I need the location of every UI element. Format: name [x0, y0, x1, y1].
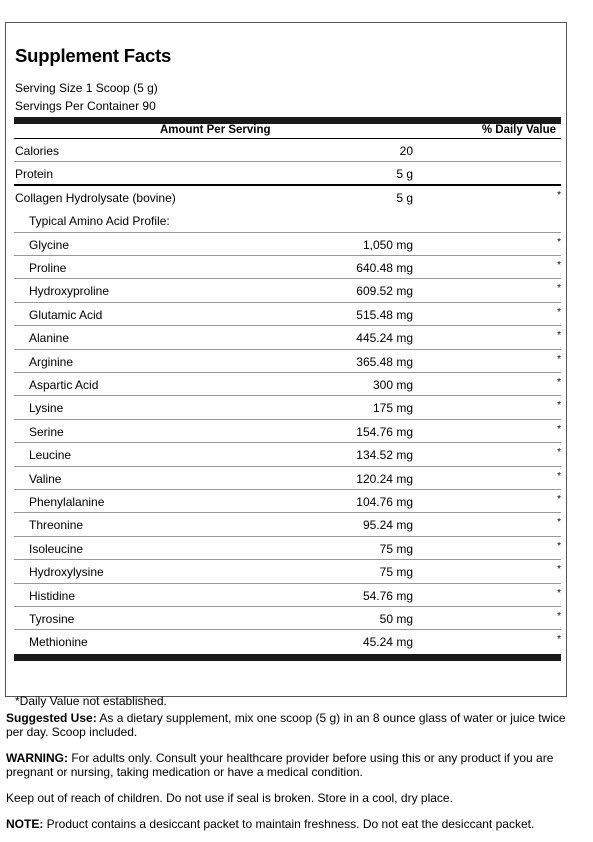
nutrient-name: Methionine — [29, 635, 88, 650]
warning-text: For adults only. Consult your healthcare provider before using this or any product if you are pregnant or nursing, taking medication or have a medical condition. — [6, 751, 554, 779]
nutrient-row — [14, 443, 561, 466]
daily-value-mark: * — [557, 400, 561, 412]
nutrient-name: Glutamic Acid — [29, 307, 103, 322]
daily-value-mark: * — [557, 470, 561, 482]
nutrient-name: Protein — [15, 167, 54, 182]
note-label: NOTE: — [6, 817, 44, 831]
servings-per-container: Servings Per Container 90 — [15, 99, 156, 113]
daily-value-mark: * — [557, 377, 561, 388]
nutrient-name: Glycine — [29, 237, 70, 252]
nutrient-name: Hydroxylysine — [29, 565, 104, 580]
bottom-thick-divider — [14, 654, 561, 661]
nutrient-name: Proline — [29, 261, 67, 275]
nutrient-row — [14, 186, 561, 209]
nutrient-amount: 5 g — [396, 190, 413, 205]
nutrient-row — [14, 326, 561, 349]
note-paragraph — [6, 817, 580, 831]
nutrient-row — [14, 303, 561, 326]
nutrient-name: Leucine — [29, 448, 72, 463]
warning-paragraph — [6, 751, 580, 779]
storage-paragraph: Keep out of reach of children. Do not use if seal is broken. Store in a cool, dry place. — [6, 791, 453, 805]
nutrient-amount: 45.24 mg — [362, 635, 413, 650]
nutrient-row — [14, 162, 561, 185]
nutrient-name: Collagen Hydrolysate (bovine) — [15, 190, 176, 205]
nutrient-name: Arginine — [29, 354, 74, 369]
daily-value-header: % Daily Value — [481, 124, 556, 136]
daily-value-mark: * — [557, 447, 561, 459]
daily-value-mark: * — [557, 587, 561, 599]
nutrient-amount: 75 mg — [379, 541, 413, 556]
suggested-use-paragraph — [6, 711, 580, 739]
daily-value-mark: * — [557, 634, 561, 646]
nutrient-amount: 365.48 mg — [356, 354, 413, 369]
nutrient-row — [14, 256, 561, 279]
nutrient-amount: 54.76 mg — [362, 588, 413, 603]
daily-value-mark: * — [557, 353, 561, 365]
nutrient-name: Hydroxyproline — [29, 284, 110, 299]
nutrient-row — [14, 584, 561, 607]
nutrient-row — [14, 513, 561, 536]
nutrient-row — [14, 420, 561, 443]
nutrient-amount: 154.76 mg — [356, 424, 413, 439]
nutrient-amount: 640.48 mg — [356, 261, 413, 275]
nutrient-name: Calories — [15, 144, 60, 158]
daily-value-mark: * — [557, 494, 561, 505]
nutrient-amount: 134.52 mg — [356, 448, 413, 463]
nutrient-amount: 175 mg — [372, 401, 413, 416]
note-text: Product contains a desiccant packet to maintain freshness. Do not eat the desiccant packet. — [43, 817, 535, 831]
nutrient-amount: 609.52 mg — [356, 284, 413, 299]
amount-per-serving-header: Amount Per Serving — [160, 124, 271, 136]
nutrient-row — [14, 607, 561, 630]
daily-value-mark: * — [557, 330, 561, 342]
nutrient-row — [14, 630, 561, 653]
nutrient-amount: 5 g — [396, 167, 413, 182]
nutrient-name: Threonine — [29, 518, 84, 533]
suggested-use-label: Suggested Use: — [6, 711, 97, 725]
nutrient-name: Alanine — [29, 331, 70, 346]
nutrient-row — [14, 467, 561, 490]
nutrient-row — [14, 373, 561, 396]
nutrient-name: Aspartic Acid — [29, 378, 99, 392]
nutrient-name: Histidine — [29, 588, 76, 603]
nutrient-name: Serine — [29, 424, 64, 439]
warning-label: WARNING: — [6, 751, 68, 765]
nutrient-name: Phenylalanine — [29, 495, 105, 509]
nutrient-row — [14, 396, 561, 419]
nutrient-row — [14, 350, 561, 373]
nutrient-row — [14, 560, 561, 583]
daily-value-mark: * — [557, 236, 561, 248]
nutrient-amount: 50 mg — [379, 612, 413, 626]
footnote: *Daily Value not established. — [15, 694, 167, 708]
daily-value-mark: * — [557, 517, 561, 529]
nutrient-row — [14, 279, 561, 302]
nutrient-name: Valine — [29, 471, 62, 486]
nutrient-name: Lysine — [29, 401, 64, 416]
suggested-use-text: As a dietary supplement, mix one scoop (5 g) in an 8 ounce glass of water or juice twice per day. Scoop included. — [6, 711, 566, 739]
nutrient-row — [14, 139, 561, 162]
daily-value-mark: * — [557, 283, 561, 295]
nutrient-amount: 1,050 mg — [362, 237, 413, 252]
nutrient-row — [14, 537, 561, 560]
daily-value-mark: * — [557, 260, 561, 271]
nutrient-name: Tyrosine — [29, 612, 75, 626]
facts-title: Supplement Facts — [15, 45, 172, 66]
daily-value-mark: * — [557, 611, 561, 622]
nutrient-name: Isoleucine — [29, 541, 84, 556]
nutrient-amount: 95.24 mg — [362, 518, 413, 533]
nutrient-row — [14, 233, 561, 256]
nutrient-amount: 75 mg — [379, 565, 413, 580]
amino-profile-label: Typical Amino Acid Profile: — [29, 214, 170, 229]
nutrient-amount: 515.48 mg — [356, 307, 413, 322]
nutrient-amount: 20 — [399, 144, 413, 158]
supplement-facts-panel — [5, 22, 567, 708]
daily-value-mark: * — [557, 564, 561, 576]
daily-value-mark: * — [557, 540, 561, 552]
top-thick-divider — [14, 117, 561, 124]
nutrient-row — [14, 490, 561, 513]
daily-value-mark: * — [557, 306, 561, 318]
nutrient-amount: 300 mg — [372, 378, 413, 392]
nutrient-amount: 445.24 mg — [356, 331, 413, 346]
nutrient-amount: 104.76 mg — [356, 495, 413, 509]
amino-profile-row — [14, 209, 561, 232]
serving-size: Serving Size 1 Scoop (5 g) — [15, 81, 158, 95]
daily-value-mark: * — [557, 423, 561, 435]
daily-value-mark: * — [557, 189, 561, 201]
nutrient-amount: 120.24 mg — [356, 471, 413, 486]
